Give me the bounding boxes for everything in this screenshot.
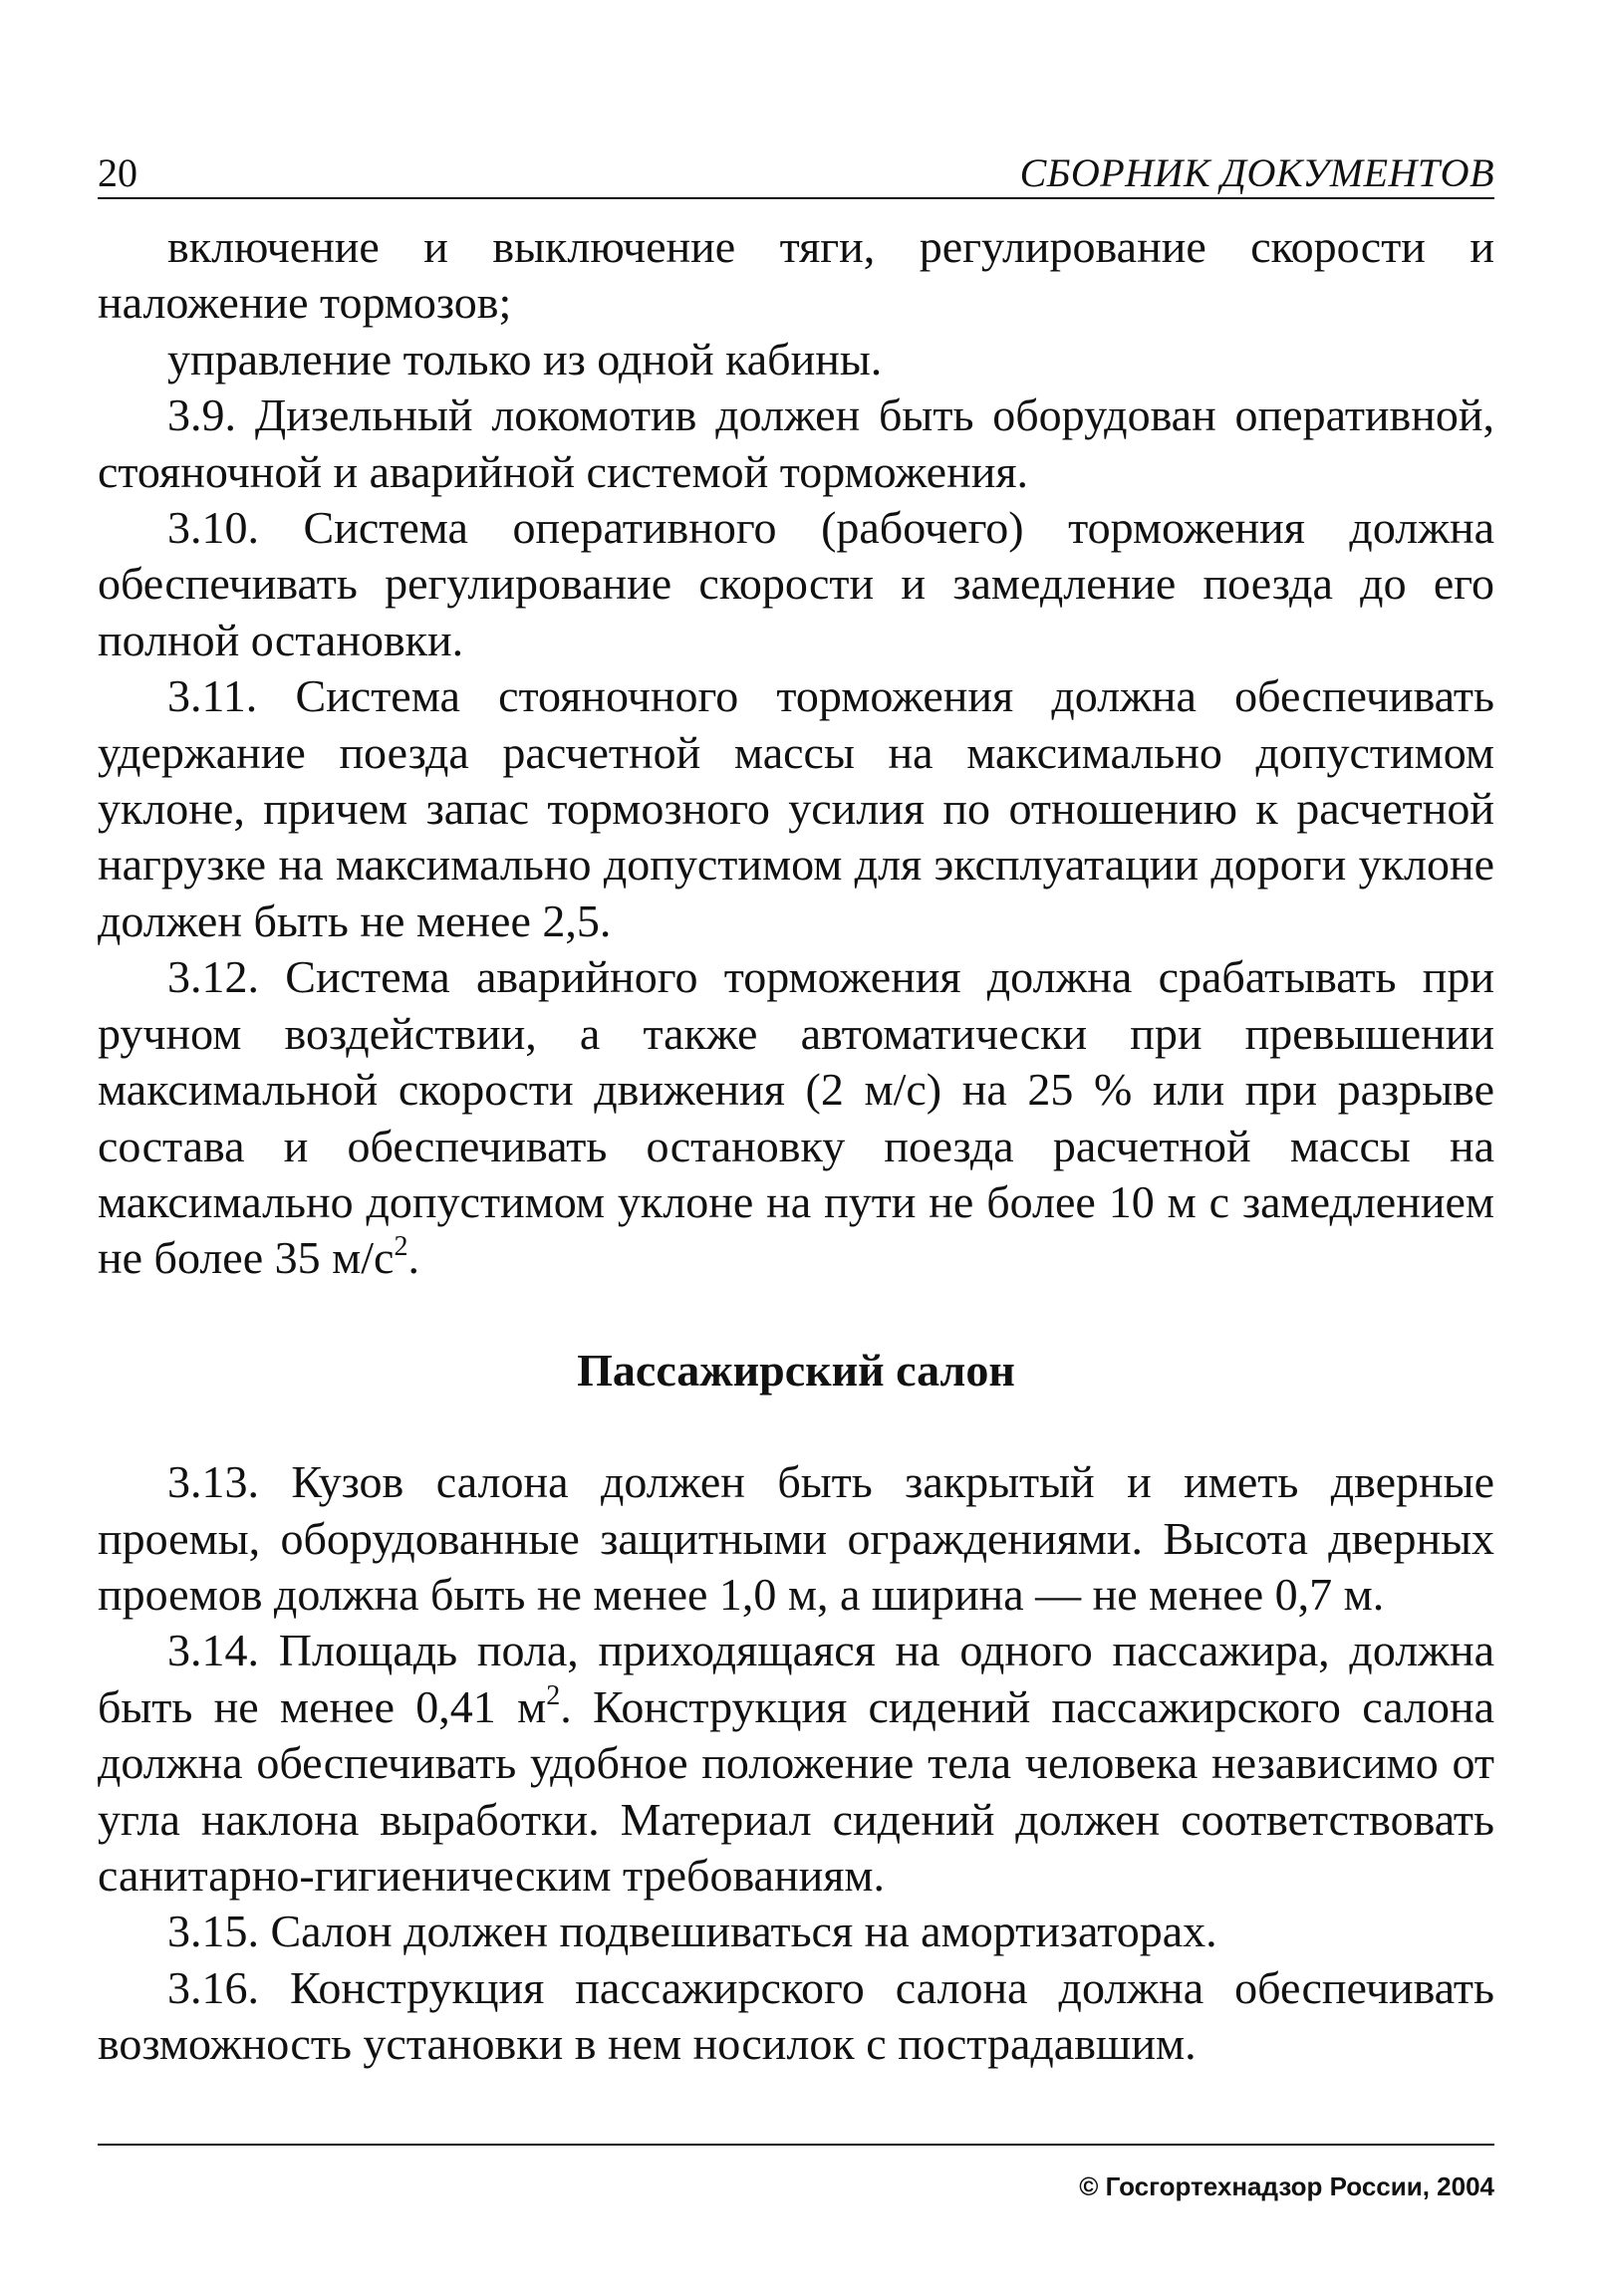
paragraph-traction-control: включение и выключение тяги, регулирование скорости и наложение тормозов; — [98, 221, 1494, 329]
paragraph-3-12-end: . — [407, 1232, 419, 1284]
footer-divider — [98, 2144, 1494, 2146]
page-body — [98, 219, 1494, 2073]
paragraph-single-cab: управление только из одной кабины. — [167, 333, 883, 384]
paragraph-3-16: 3.16. Конструкция пассажирского салона должна обеспечивать возможность установки в нем носилок с пострадавшим. — [98, 1961, 1494, 2070]
paragraph-3-13: 3.13. Кузов салона должен быть закрытый и иметь дверные проемы, оборудованные защитными ограждениями. Высота дверных проемов должна быть не менее 1,0 м, а ширина — не менее 0,7 м. — [98, 1456, 1494, 1620]
page-header — [98, 147, 1494, 199]
paragraph-3-12 — [98, 949, 1494, 1286]
running-title: СБОРНИК ДОКУМЕНТОВ — [1019, 150, 1494, 195]
section-heading: Пассажирский салон — [577, 1344, 1015, 1396]
paragraph-3-14 — [98, 1623, 1494, 1904]
paragraph-3-14-text-a: 3.14. Площадь пола, приходящаяся на одного пассажира, должна быть не менее 0,41 м — [98, 1625, 1494, 1732]
paragraph-3-14-text-b: . Конструкция сидений пассажирского салона должна обеспечивать удобное положение тела человека независимо от угла наклона выработки. Материал сидений должен соответствовать санитарно-гигиеническим требованиям. — [98, 1680, 1494, 1901]
page-number: 20 — [98, 150, 137, 195]
paragraph-3-9: 3.9. Дизельный локомотив должен быть оборудован оперативной, стояночной и аварийной системой торможения. — [98, 389, 1494, 497]
paragraph-3-12-text: 3.12. Система аварийного торможения должна срабатывать при ручном воздействии, а также автоматически при превышении максимальной скорости движения (2 м/с) на 25 % или при разрыве состава и обеспечивать остановку поезда расчетной массы на максимально допустимом уклоне на пути не более 10 м с замедлением не более 35 м/с — [98, 951, 1494, 1284]
superscript-squared: 2 — [394, 1231, 408, 1263]
superscript-squared: 2 — [546, 1679, 561, 1711]
paragraph-3-11: 3.11. Система стояночного торможения должна обеспечивать удержание поезда расчетной массы на максимально допустимом уклоне, причем запас тормозного усилия по отношению к расчетной нагрузке на максимально допустимом для эксплуатации дороги уклоне должен быть не менее 2,5. — [98, 670, 1494, 946]
paragraph-3-15: 3.15. Салон должен подвешиваться на амортизаторах. — [167, 1906, 1217, 1957]
paragraph-3-10: 3.10. Система оперативного (рабочего) торможения должна обеспечивать регулирование скорости и замедление поезда до его полной остановки. — [98, 502, 1494, 665]
copyright-notice: © Госгортехнадзор России, 2004 — [1079, 2171, 1494, 2201]
